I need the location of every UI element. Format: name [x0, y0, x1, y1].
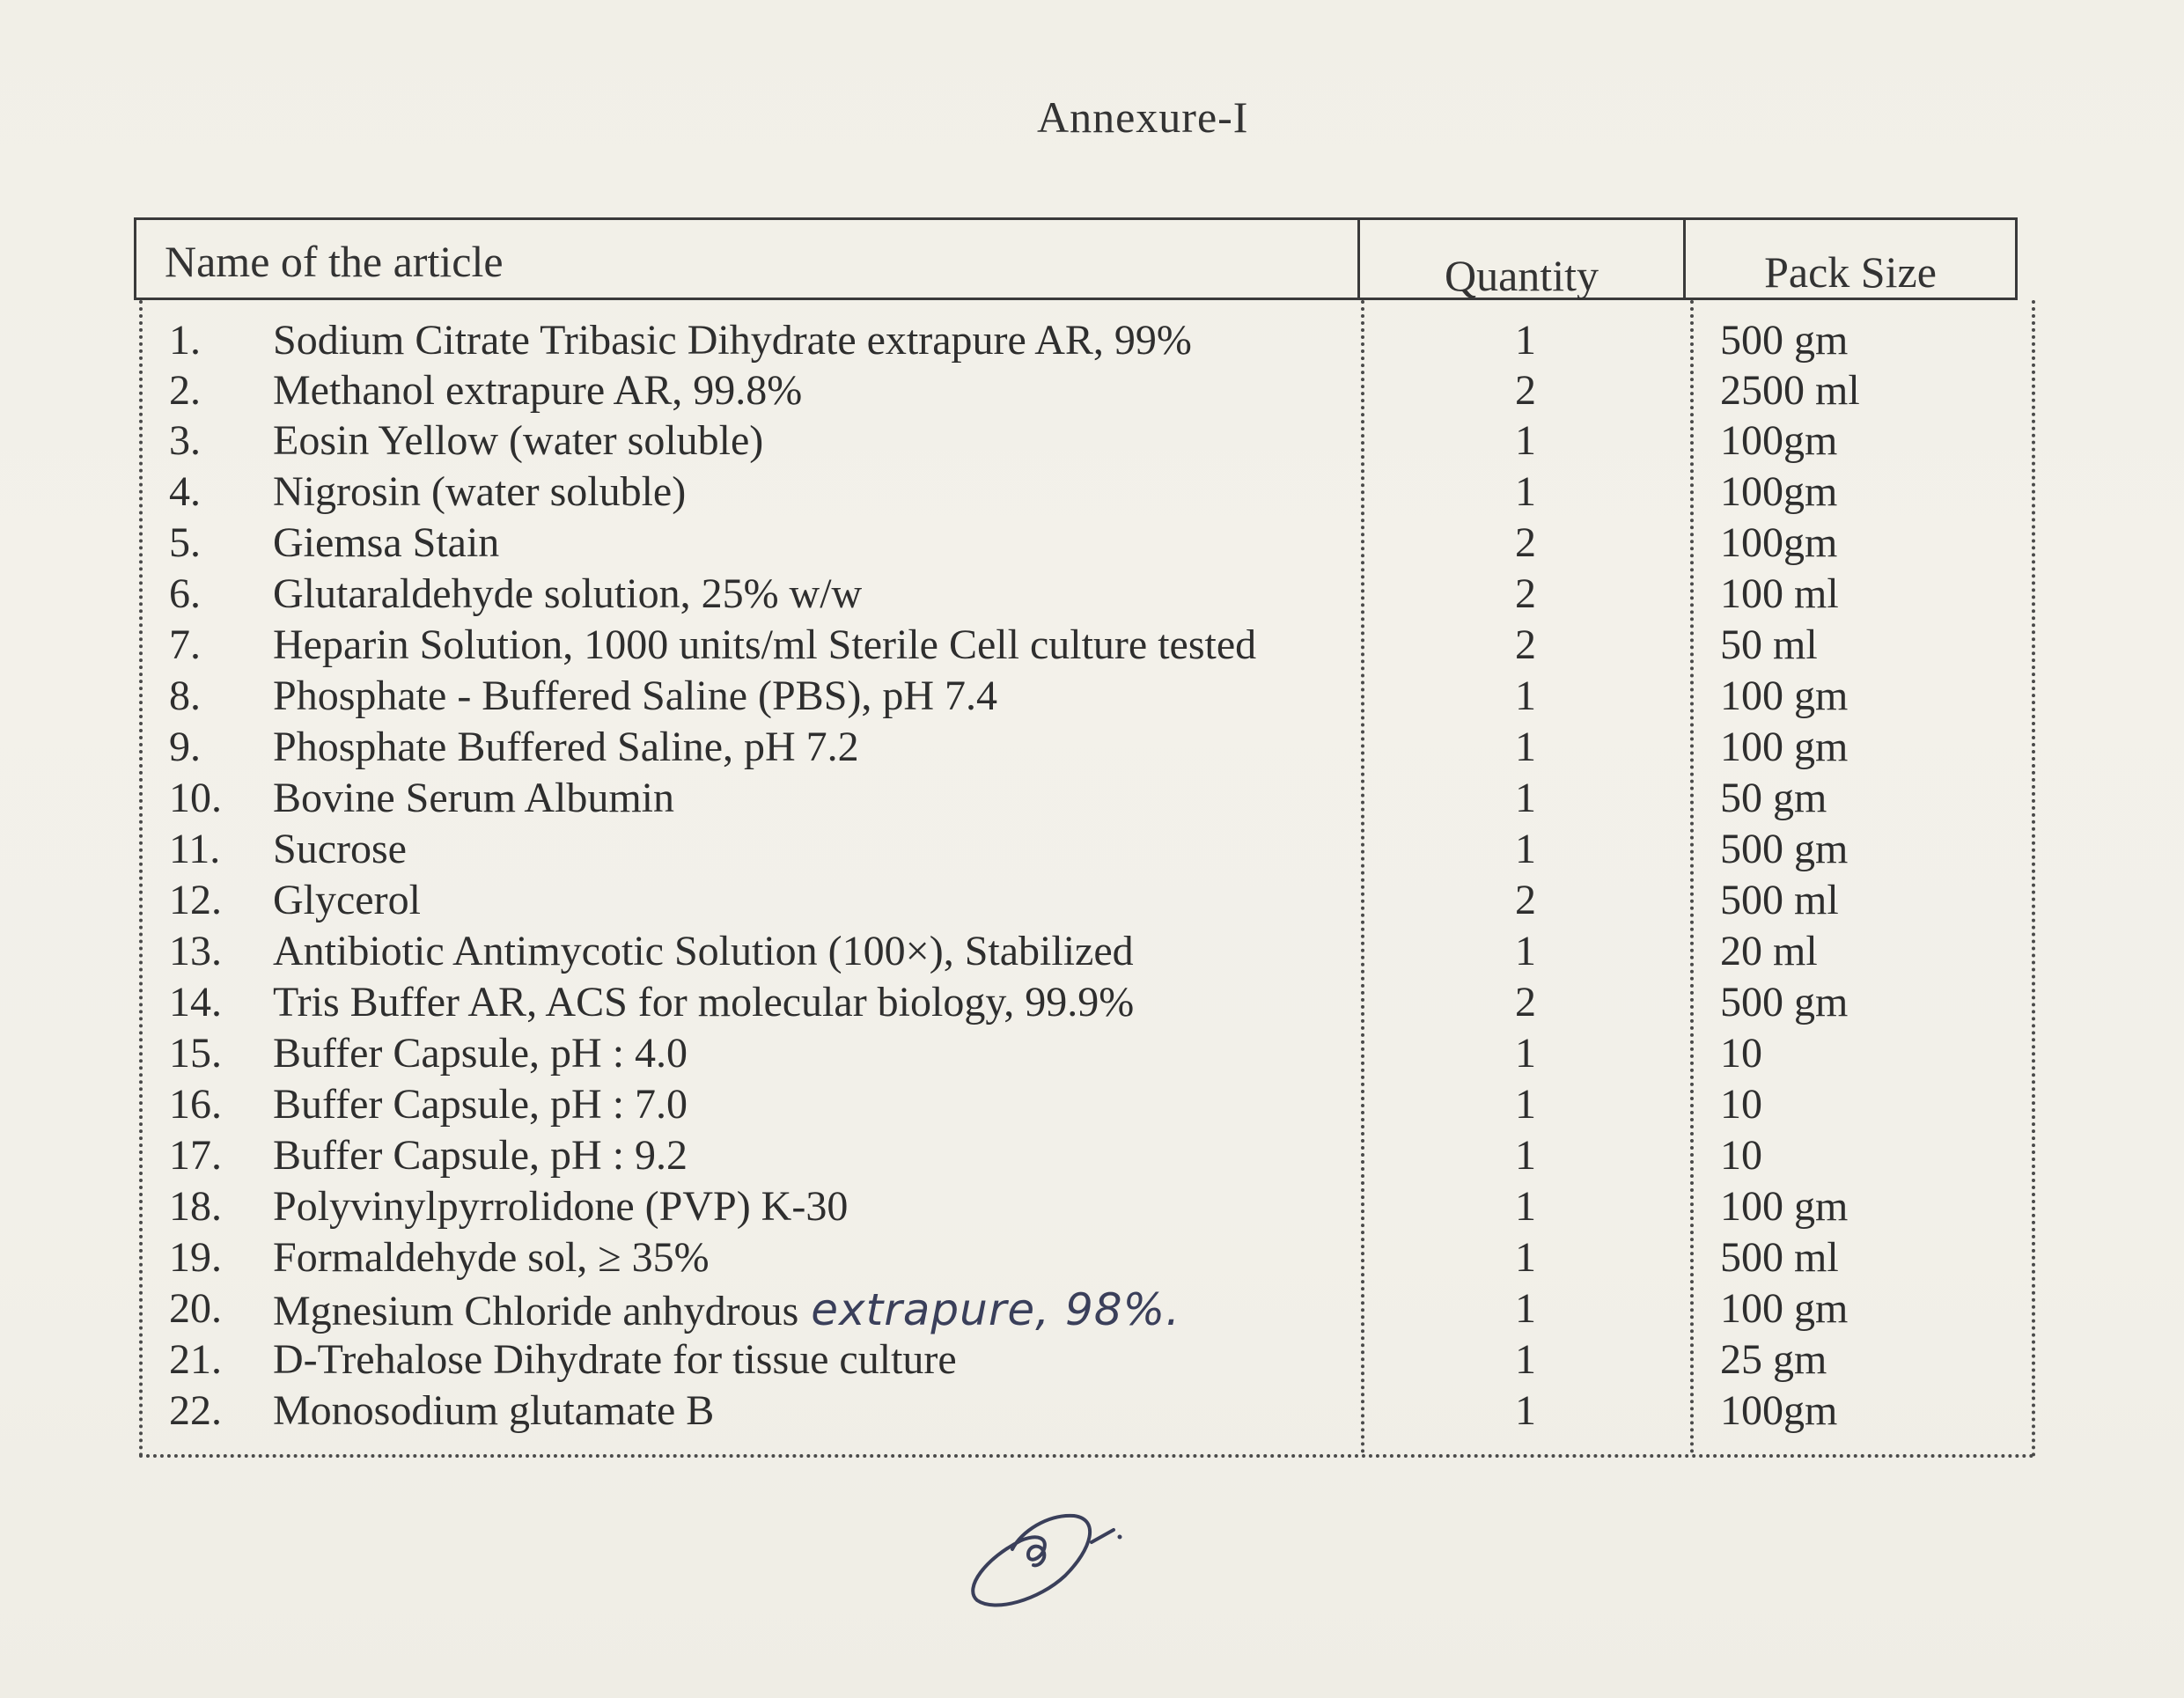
row-number: 6. [169, 570, 201, 617]
article-quantity: 1 [1515, 928, 1536, 974]
article-name-text: Giemsa Stain [273, 519, 500, 566]
row-number: 19. [169, 1234, 222, 1281]
article-pack-size: 50 gm [1720, 775, 1827, 821]
article-name [273, 518, 499, 567]
article-quantity: 2 [1515, 570, 1536, 617]
row-number: 1. [169, 317, 201, 364]
article-quantity: 1 [1515, 1387, 1536, 1434]
table-row [143, 416, 2032, 467]
article-name-text: Nigrosin (water soluble) [273, 468, 687, 515]
row-number: 13. [169, 928, 222, 974]
table-row [143, 774, 2032, 825]
article-name [273, 1233, 710, 1282]
article-name [273, 621, 1256, 669]
article-name [273, 467, 686, 516]
article-name [273, 774, 674, 822]
article-quantity: 2 [1515, 519, 1536, 566]
row-number: 12. [169, 877, 222, 923]
article-name-text: Buffer Capsule, pH : 7.0 [273, 1081, 688, 1128]
article-name [273, 570, 862, 618]
article-name-text: Eosin Yellow (water soluble) [273, 417, 764, 464]
article-name [273, 1284, 1180, 1335]
article-name [273, 316, 1192, 364]
article-name-text: Methanol extrapure AR, 99.8% [273, 367, 803, 414]
article-quantity: 1 [1515, 1081, 1536, 1128]
article-pack-size: 25 gm [1720, 1336, 1827, 1383]
table-row [143, 876, 2032, 927]
article-name-text: Formaldehyde sol, ≥ 35% [273, 1234, 710, 1281]
row-number: 20. [169, 1285, 222, 1332]
row-number: 15. [169, 1030, 222, 1077]
article-quantity: 2 [1515, 979, 1536, 1025]
article-pack-size: 50 ml [1720, 621, 1818, 668]
row-number: 9. [169, 724, 201, 770]
header-pack-size: Pack Size [1764, 247, 1937, 297]
article-pack-size: 500 ml [1720, 1234, 1839, 1281]
table-body [139, 300, 2035, 1458]
row-number: 21. [169, 1336, 222, 1383]
row-number: 18. [169, 1183, 222, 1230]
table-row [143, 467, 2032, 518]
article-name-text: Mgnesium Chloride anhydrous [273, 1288, 799, 1334]
article-name [273, 978, 1134, 1026]
article-quantity: 1 [1515, 417, 1536, 464]
article-name [273, 1182, 848, 1231]
article-quantity: 2 [1515, 367, 1536, 414]
article-pack-size: 100 gm [1720, 1285, 1849, 1332]
article-pack-size: 100 gm [1720, 1183, 1849, 1230]
row-number: 17. [169, 1132, 222, 1179]
header-quantity: Quantity [1360, 220, 1686, 298]
article-quantity: 1 [1515, 724, 1536, 770]
article-name-text: Glycerol [273, 877, 421, 923]
article-quantity: 2 [1515, 877, 1536, 923]
article-name-text: D-Trehalose Dihydrate for tissue culture [273, 1336, 957, 1383]
table-row [143, 366, 2032, 417]
page-title: Annexure-I [1037, 92, 1249, 142]
article-name [273, 927, 1134, 975]
article-name [273, 723, 859, 771]
table-row [143, 1080, 2032, 1131]
row-number: 5. [169, 519, 201, 566]
row-number: 22. [169, 1387, 222, 1434]
table-row [143, 518, 2032, 570]
row-number: 4. [169, 468, 201, 515]
article-name [273, 1386, 714, 1435]
article-pack-size: 100gm [1720, 468, 1838, 515]
article-name-text: Monosodium glutamate B [273, 1387, 715, 1434]
table-row [143, 1182, 2032, 1233]
article-name-text: Glutaraldehyde solution, 25% w/w [273, 570, 863, 617]
article-pack-size: 100gm [1720, 519, 1838, 566]
article-name-text: Antibiotic Antimycotic Solution (100×), Stabilized [273, 928, 1134, 974]
row-number: 8. [169, 673, 201, 719]
table-row [143, 978, 2032, 1029]
article-pack-size: 100 gm [1720, 724, 1849, 770]
article-name [273, 672, 997, 720]
article-pack-size: 10 [1720, 1030, 1762, 1077]
article-pack-size: 500 ml [1720, 877, 1839, 923]
article-quantity: 1 [1515, 1183, 1536, 1230]
table-row [143, 672, 2032, 723]
signature-mark [960, 1496, 1127, 1620]
article-name [273, 1029, 688, 1077]
table-row [143, 570, 2032, 621]
article-name [273, 366, 802, 415]
handwritten-note: extrapure, 98%. [811, 1284, 1180, 1335]
article-quantity: 1 [1515, 468, 1536, 515]
table-row [143, 1386, 2032, 1437]
table-row [143, 825, 2032, 876]
article-name-text: Heparin Solution, 1000 units/ml Sterile Cell culture tested [273, 621, 1257, 668]
article-name [273, 825, 407, 873]
article-name-text: Polyvinylpyrrolidone (PVP) K-30 [273, 1183, 849, 1230]
article-name-text: Tris Buffer AR, ACS for molecular biology, 99.9% [273, 979, 1135, 1025]
article-pack-size: 10 [1720, 1132, 1762, 1179]
article-quantity: 1 [1515, 1030, 1536, 1077]
article-name-text: Buffer Capsule, pH : 4.0 [273, 1030, 688, 1077]
article-quantity: 1 [1515, 1132, 1536, 1179]
article-pack-size: 500 gm [1720, 979, 1849, 1025]
table-row [143, 927, 2032, 978]
article-name [273, 1335, 957, 1384]
article-name [273, 1131, 688, 1180]
article-quantity: 1 [1515, 1234, 1536, 1281]
table-row [143, 621, 2032, 672]
table-row [143, 1284, 2032, 1335]
article-name-text: Phosphate Buffered Saline, pH 7.2 [273, 724, 859, 770]
article-name [273, 416, 763, 465]
table-row [143, 1131, 2032, 1182]
article-pack-size: 100gm [1720, 1387, 1838, 1434]
article-pack-size: 10 [1720, 1081, 1762, 1128]
table-header-row [134, 217, 2018, 300]
table-row [143, 723, 2032, 774]
article-name-text: Phosphate - Buffered Saline (PBS), pH 7.4 [273, 673, 998, 719]
row-number: 3. [169, 417, 201, 464]
article-quantity: 1 [1515, 673, 1536, 719]
article-pack-size: 500 gm [1720, 317, 1849, 364]
row-number: 7. [169, 621, 201, 668]
article-quantity: 1 [1515, 826, 1536, 872]
article-pack-size: 100gm [1720, 417, 1838, 464]
article-quantity: 1 [1515, 1336, 1536, 1383]
article-quantity: 1 [1515, 775, 1536, 821]
table-row [143, 1335, 2032, 1386]
article-name-text: Buffer Capsule, pH : 9.2 [273, 1132, 688, 1179]
article-pack-size: 2500 ml [1720, 367, 1860, 414]
article-pack-size: 20 ml [1720, 928, 1818, 974]
article-name [273, 876, 421, 924]
header-name-of-article: Name of the article [136, 220, 1360, 298]
article-name [273, 1080, 688, 1128]
row-number: 10. [169, 775, 222, 821]
article-name-text: Sucrose [273, 826, 407, 872]
article-quantity: 1 [1515, 1285, 1536, 1332]
row-number: 11. [169, 826, 221, 872]
row-number: 2. [169, 367, 201, 414]
article-pack-size: 100 gm [1720, 673, 1849, 719]
article-name-text: Bovine Serum Albumin [273, 775, 674, 821]
table-row [143, 1029, 2032, 1080]
article-pack-size: 500 gm [1720, 826, 1849, 872]
table-row [143, 1233, 2032, 1284]
row-number: 16. [169, 1081, 222, 1128]
row-number: 14. [169, 979, 222, 1025]
article-pack-size: 100 ml [1720, 570, 1839, 617]
article-name-text: Sodium Citrate Tribasic Dihydrate extrapure AR, 99% [273, 317, 1192, 364]
table-row [143, 316, 2032, 367]
article-quantity: 2 [1515, 621, 1536, 668]
article-quantity: 1 [1515, 317, 1536, 364]
